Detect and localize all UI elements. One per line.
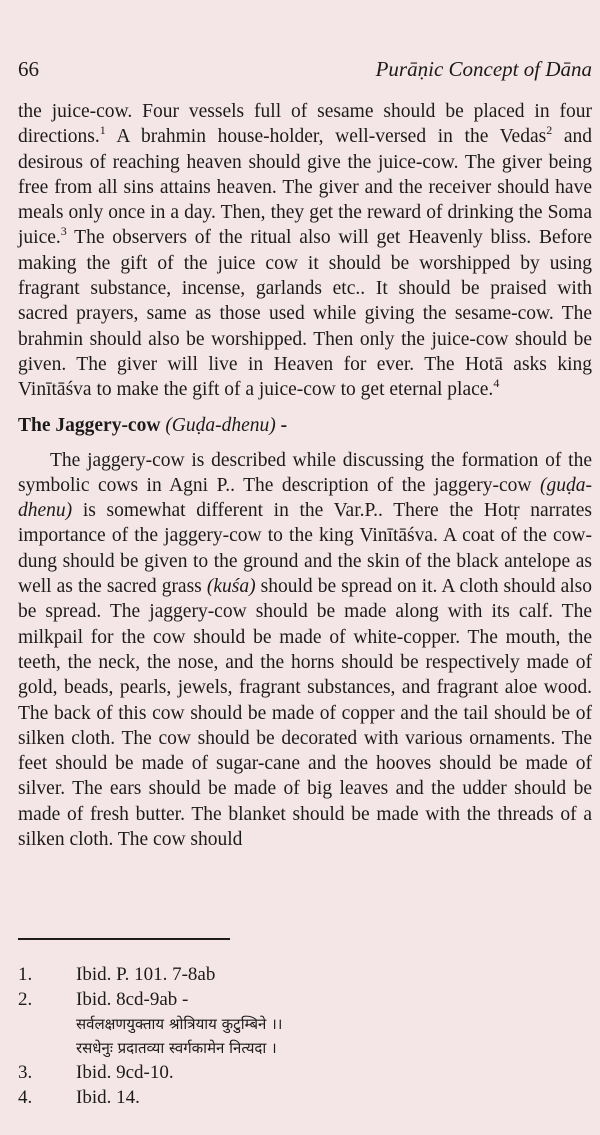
sanskrit-verse-line-1: सर्वलक्षणयुक्ताय श्रोत्रियाय कुटुम्बिने ।। (76, 1015, 283, 1033)
footnote-number: 1. (18, 964, 33, 985)
section-heading-title: The Jaggery-cow (18, 414, 161, 436)
paragraph-text: A brahmin house-holder, well-versed in the Vedas (105, 126, 547, 148)
italic-term: (guḍa-dhenu) (18, 474, 592, 522)
footnote-text: Ibid. P. 101. 7-8ab (76, 964, 216, 985)
paragraph-text: The jaggery-cow is described while discussing the formation of the symbolic cows in Agni P.. The description of the jaggery-cow (18, 449, 592, 496)
paragraph-text: should be spread on it. A cloth should also be spread. The jaggery-cow should be made along with its calf. The milkpail for the cow should be made of white-copper. The mouth, the teeth, the neck, the nose, and the horns should be respectively made of gold, beads, pearls, jewels, fragrant substances, and fragrant aloe wood. The back of this cow should be made of copper and the tail should be of silken cloth. The cow should be decorated with various ornaments. The feet should be made of sugar-cane and the hooves should be made of silver. The ears should be made of big leaves and the udder should be made of fresh butter. The blanket should be made with the threads of a silken cloth. The cow should (18, 576, 593, 851)
page-number: 66 (18, 57, 39, 81)
main-text (18, 99, 592, 852)
footnote-1 (18, 962, 592, 987)
sanskrit-verse-line-2: रसधेनुः प्रदातव्या स्वर्गकामेन नित्यदा । (76, 1039, 277, 1057)
footnote-ref-4[interactable]: 4 (493, 376, 500, 391)
section-heading-jaggery-cow (18, 413, 592, 438)
footnote-number: 2. (18, 989, 33, 1010)
footnote-text: Ibid. 14. (76, 1087, 140, 1108)
section-heading-dash: - (275, 414, 288, 436)
paragraph-text: is somewhat different in the Var.P.. There the Hotṛ narrates importance of the jaggery-cow to the king Vinītāśva. A coat of the cow-dung should be given to the ground and the skin of the black antelope as well as the sacred grass (18, 500, 592, 598)
footnote-number: 3. (18, 1062, 33, 1083)
paragraph-text: the juice-cow. Four vessels full of sesame should be placed in four directions. (18, 101, 592, 148)
footnote-ref-2[interactable]: 2 (546, 123, 553, 138)
footnote-divider (18, 938, 230, 940)
footnote-ref-1[interactable]: 1 (99, 123, 106, 138)
footnote-text: Ibid. 8cd-9ab - (76, 989, 189, 1010)
footnotes (18, 962, 592, 1110)
running-head (18, 54, 592, 84)
footnote-2 (18, 987, 592, 1060)
section-heading-sanskrit: (Guḍa-dhenu) (165, 414, 276, 436)
paragraph-text: and desirous of reaching heaven should give the juice-cow. The giver being free from all sins attains heaven. The giver and the receiver should have meals only once in a day. Then, they get the reward of drinking the Soma juice. (18, 126, 593, 249)
footnote-ref-3[interactable]: 3 (60, 224, 67, 239)
paragraph-text: The observers of the ritual also will get Heavenly bliss. Before making the gift of the juice cow it should be worshipped by using fragrant substance, incense, garlands etc.. It should be praised with sacred prayers, same as those used while giving the sesame-cow. The brahmin should also be worshipped. Then only the juice-cow should be given. The giver will live in Heaven for ever. The Hotā asks king Vinītāśva to make the gift of a juice-cow to get eternal place. (18, 227, 592, 401)
book-title-header: Purāṇic Concept of Dāna (375, 57, 592, 81)
footnote-text: Ibid. 9cd-10. (76, 1062, 174, 1083)
footnote-text-block (76, 987, 592, 1060)
paragraph-juice-cow (18, 99, 592, 403)
footnote-number: 4. (18, 1087, 33, 1108)
italic-term: (kuśa) (206, 576, 256, 598)
footnote-4 (18, 1085, 592, 1110)
paragraph-jaggery-cow (18, 448, 592, 853)
footnote-3 (18, 1060, 592, 1085)
